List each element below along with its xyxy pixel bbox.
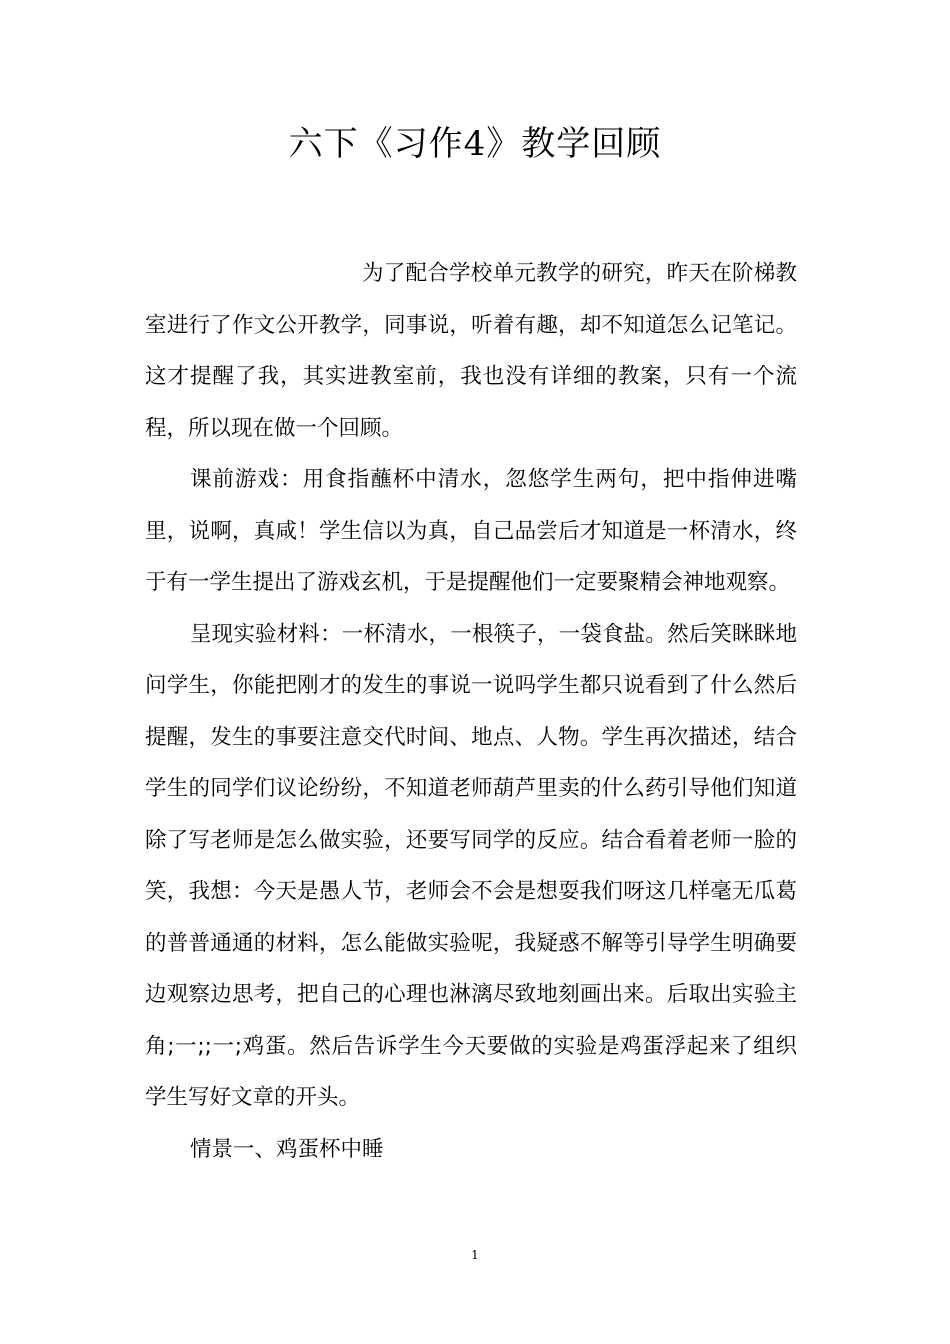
document-title: 六下《习作4》教学回顾	[288, 124, 662, 164]
paragraph: 呈现实验材料：一杯清水，一根筷子，一袋食盐。然后笑眯眯地问学生，你能把刚才的发生的事说一说吗学生都只说看到了什么然后提醒，发生的事要注意交代时间、地点、人物。学生再次描述，结合学生的同学们议论纷纷，不知道老师葫芦里卖的什么药引导他们知道除了写老师是怎么做实验，还要写同学的反应。结合看着老师一脸的笑，我想：今天是愚人节，老师会不会是想耍我们呀这几样毫无瓜葛的普普通通的材料，怎么能做实验呢，我疑惑不解等引导学生明确要边观察边思考，把自己的心理也淋漓尽致地刻画出来。后取出实验主角;一;;一;鸡蛋。然后告诉学生今天要做的实验是鸡蛋浮起来了组织学生写好文章的开头。	[145, 621, 797, 1110]
paragraph: 为了配合学校单元教学的研究，昨天在阶梯教室进行了作文公开教学，同事说，听着有趣，却不知道怎么记笔记。这才提醒了我，其实进教室前，我也没有详细的教案，只有一个流程，所以现在做一个回顾。	[145, 261, 797, 441]
document-body	[145, 248, 797, 1175]
paragraph: 情景一、鸡蛋杯中睡	[190, 1136, 384, 1162]
paragraph: 课前游戏：用食指蘸杯中清水，忽悠学生两句，把中指伸进嘴里，说啊，真咸！学生信以为真，自己品尝后才知道是一杯清水，终于有一学生提出了游戏玄机，于是提醒他们一定要聚精会神地观察。	[145, 467, 797, 595]
page-number: 1	[471, 1248, 479, 1262]
